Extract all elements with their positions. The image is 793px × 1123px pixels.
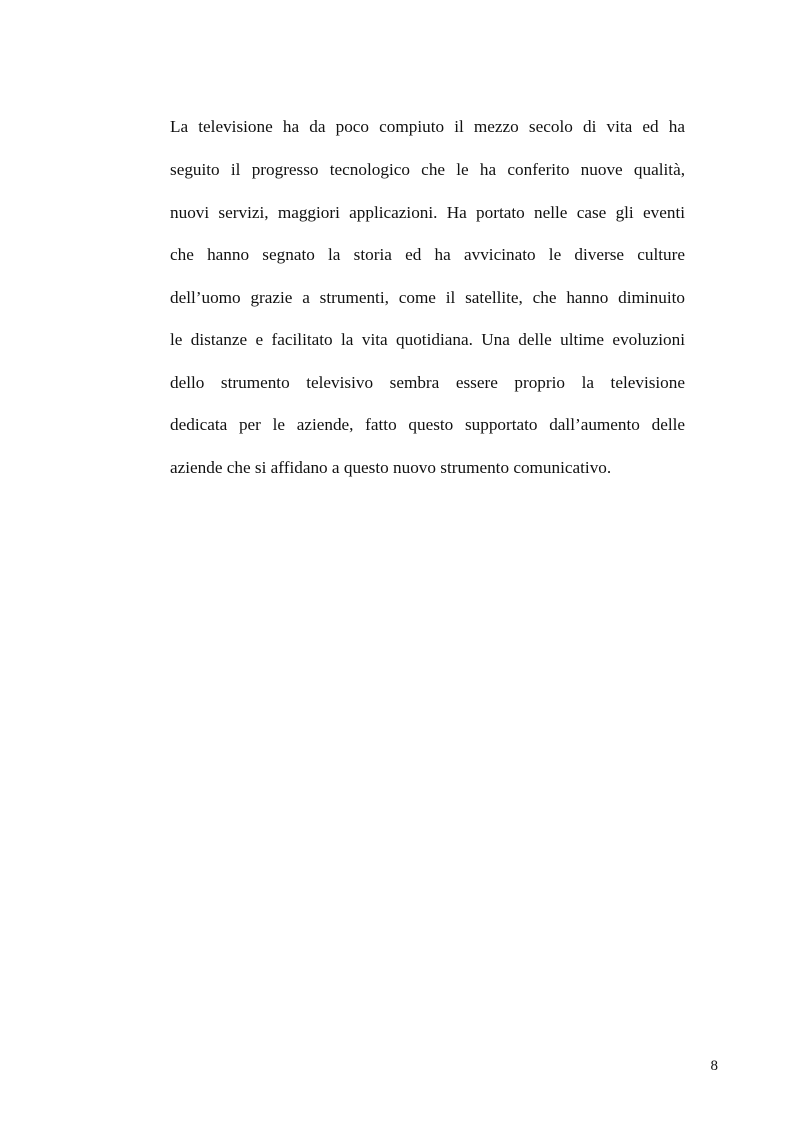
paragraph-line-6: le distanze e facilitato la vita quotidiana. Una delle ultime evoluzioni — [170, 330, 685, 349]
paragraph-line-3: nuovi servizi, maggiori applicazioni. Ha portato nelle case gli eventi — [170, 203, 685, 222]
paragraph-line-5: dell’uomo grazie a strumenti, come il satellite, che hanno diminuito — [170, 288, 685, 307]
paragraph-line-2: seguito il progresso tecnologico che le ha conferito nuove qualità, — [170, 160, 685, 179]
paragraph-line-8: dedicata per le aziende, fatto questo supportato dall’aumento delle — [170, 415, 685, 434]
page-number: 8 — [710, 1058, 718, 1074]
paragraph-line-1: La televisione ha da poco compiuto il mezzo secolo di vita ed ha — [170, 117, 685, 136]
paragraph-line-9: aziende che si affidano a questo nuovo strumento comunicativo. — [170, 458, 612, 477]
paragraph-line-7: dello strumento televisivo sembra essere proprio la televisione — [170, 373, 685, 392]
paragraph-line-4: che hanno segnato la storia ed ha avvicinato le diverse culture — [170, 245, 685, 264]
